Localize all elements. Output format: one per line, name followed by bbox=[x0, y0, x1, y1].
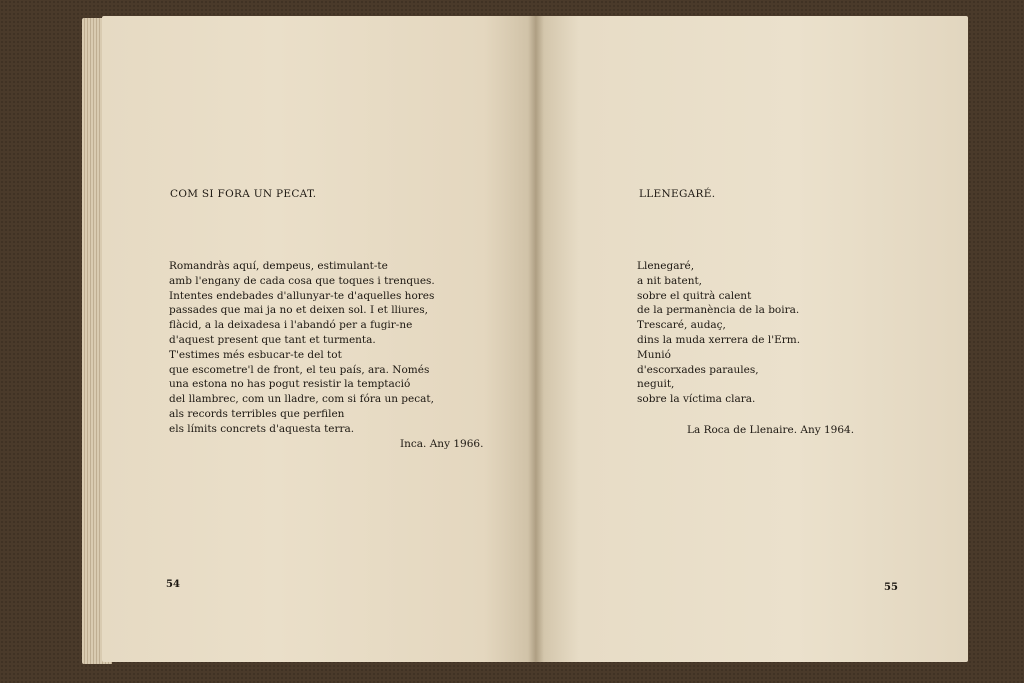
poem-line: amb l'engany de cada cosa que toques i trenques. bbox=[169, 274, 435, 287]
open-book bbox=[82, 16, 970, 664]
page-number: 54 bbox=[166, 579, 180, 590]
poem-line: flàcid, a la deixadesa i l'abandó per a fugir-ne bbox=[169, 319, 413, 332]
poem-signature: Inca. Any 1966. bbox=[400, 438, 484, 450]
poem-line: els límits concrets d'aquesta terra. bbox=[169, 422, 355, 435]
poem-line: Munió bbox=[637, 348, 671, 361]
poem-signature: La Roca de Llenaire. Any 1964. bbox=[687, 424, 855, 436]
poem-title: LLENEGARÉ. bbox=[639, 188, 716, 200]
poem-title: COM SI FORA UN PECAT. bbox=[170, 188, 317, 200]
poem-body bbox=[169, 259, 435, 437]
poem-line: Romandràs aquí, dempeus, estimulant-te bbox=[169, 260, 388, 272]
poem-line: neguit, bbox=[637, 378, 675, 391]
left-page bbox=[102, 16, 536, 662]
page-number: 55 bbox=[884, 582, 898, 593]
poem-line: sobre la víctima clara. bbox=[637, 393, 756, 406]
poem-line: a nit batent, bbox=[637, 274, 703, 287]
poem-line: que escometre'l de front, el teu país, ara. Només bbox=[169, 363, 430, 376]
poem-body bbox=[637, 259, 800, 407]
poem-line: dins la muda xerrera de l'Erm. bbox=[637, 333, 801, 346]
poem-line: sobre el quitrà calent bbox=[637, 289, 752, 302]
poem-line: Llenegaré, bbox=[637, 260, 695, 272]
right-page bbox=[536, 16, 968, 662]
poem-line: Intentes endebades d'allunyar-te d'aquelles hores bbox=[169, 289, 435, 302]
poem-line: una estona no has pogut resistir la temptació bbox=[169, 378, 411, 391]
poem-line: d'aquest present que tant et turmenta. bbox=[169, 333, 376, 346]
poem-line: als records terribles que perfilen bbox=[169, 407, 345, 420]
poem-line: Trescaré, audaç, bbox=[637, 319, 726, 332]
poem-line: de la permanència de la boira. bbox=[637, 304, 800, 317]
poem-line: passades que mai ja no et deixen sol. I et lliures, bbox=[169, 304, 428, 317]
poem-line: d'escorxades paraules, bbox=[637, 363, 759, 376]
poem-line: T'estimes més esbucar-te del tot bbox=[169, 348, 342, 361]
poem-line: del llambrec, com un lladre, com si fóra un pecat, bbox=[169, 393, 434, 406]
